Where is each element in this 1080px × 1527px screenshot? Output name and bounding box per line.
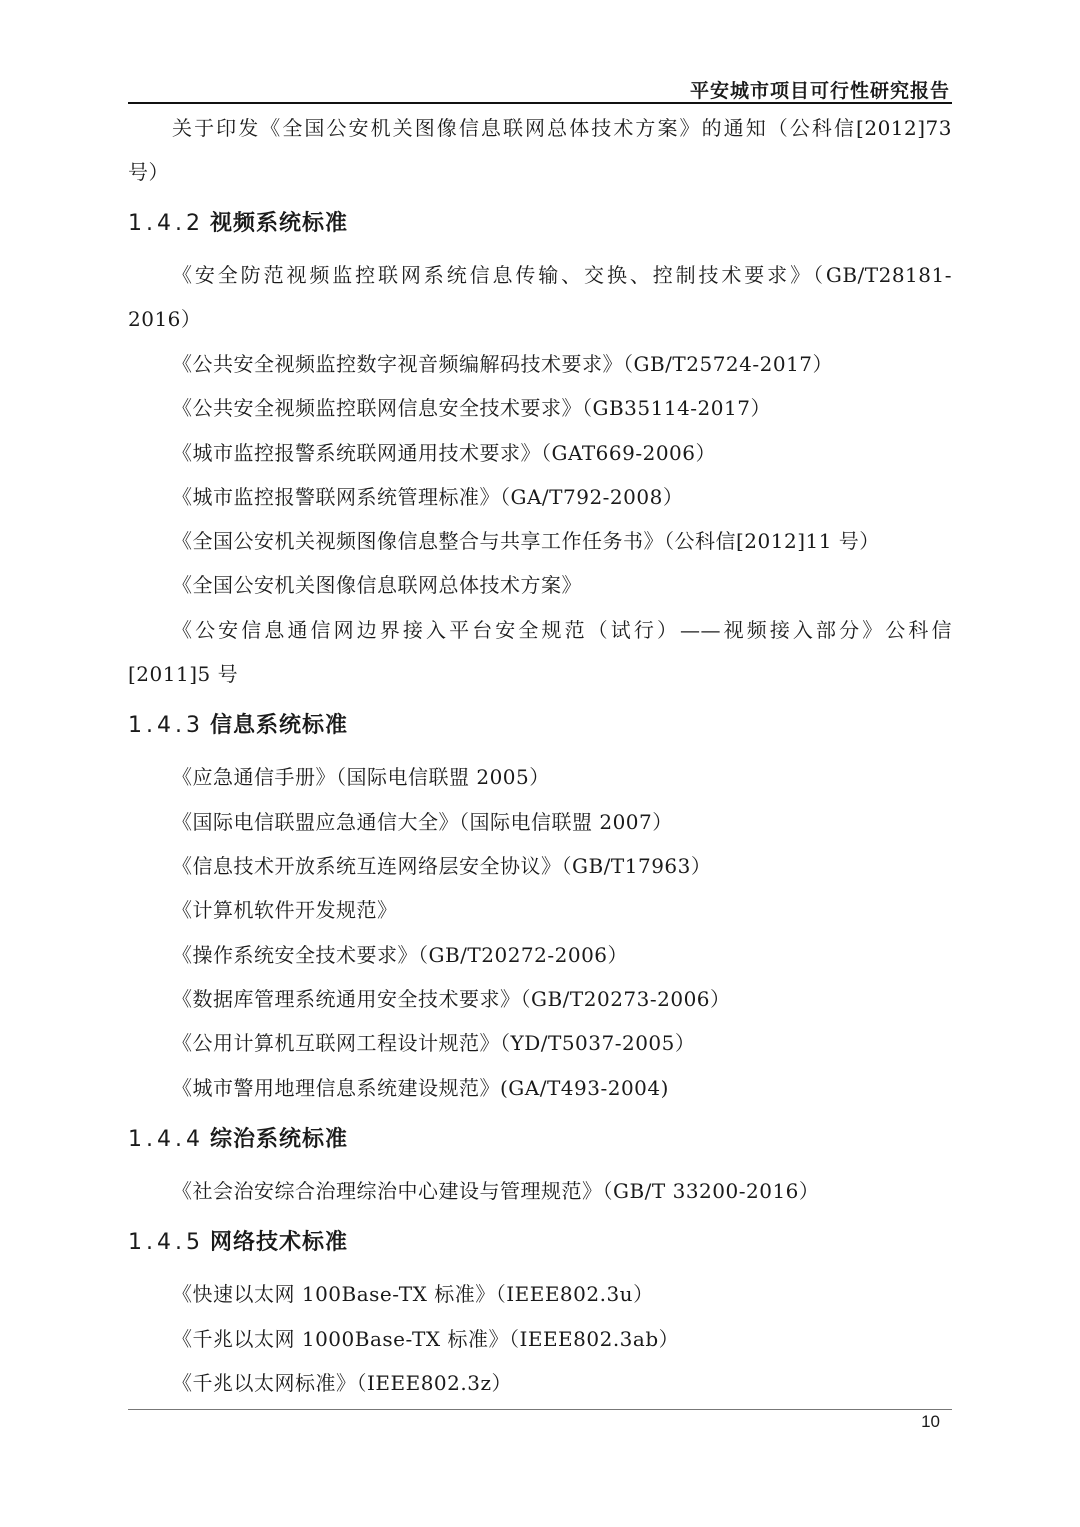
section-title: 综治系统标准 — [209, 1127, 348, 1152]
section-number: 1.4.4 — [128, 1127, 204, 1152]
standard-item: 《操作系统安全技术要求》（GB/T20272-2006） — [172, 943, 629, 967]
standard-item: 《国际电信联盟应急通信大全》（国际电信联盟 2007） — [172, 810, 673, 834]
standard-item: 《城市监控报警联网系统管理标准》（GA/T792-2008） — [172, 485, 684, 509]
section-heading-1-4-2 — [128, 210, 348, 238]
standard-item: 《信息技术开放系统互连网络层安全协议》（GB/T17963） — [172, 854, 712, 878]
intro-line-1: 关于印发《全国公安机关图像信息联网总体技术方案》的通知（公科信[2012]73 — [172, 116, 952, 140]
running-header-title: 平安城市项目可行性研究报告 — [689, 80, 950, 102]
standard-item: 《城市警用地理信息系统建设规范》(GA/T493-2004) — [172, 1076, 669, 1100]
standard-item: 《公共安全视频监控联网信息安全技术要求》（GB35114-2017） — [172, 396, 771, 420]
standard-item: 《城市监控报警系统联网通用技术要求》（GAT669-2006） — [172, 441, 716, 465]
standard-item: 《社会治安综合治理综治中心建设与管理规范》（GB/T 33200-2016） — [172, 1179, 820, 1203]
standard-item: 《全国公安机关视频图像信息整合与共享工作任务书》（公科信[2012]11 号） — [172, 529, 880, 553]
footer-divider — [128, 1409, 952, 1410]
section-title: 视频系统标准 — [209, 211, 348, 236]
standard-item: 《应急通信手册》（国际电信联盟 2005） — [172, 765, 550, 789]
section-heading-1-4-4 — [128, 1126, 348, 1154]
standard-item: 《计算机软件开发规范》 — [172, 898, 398, 922]
section-number: 1.4.5 — [128, 1230, 204, 1255]
section-heading-1-4-5 — [128, 1229, 348, 1257]
standard-item: 《千兆以太网 1000Base-TX 标准》（IEEE802.3ab） — [172, 1327, 680, 1351]
section-title: 网络技术标准 — [209, 1230, 348, 1255]
standard-item: 《安全防范视频监控联网系统信息传输、交换、控制技术要求》（GB/T28181- — [172, 263, 952, 287]
standard-item-continuation: 2016） — [128, 307, 202, 331]
standard-item-continuation: [2011]5 号 — [128, 662, 239, 686]
section-title: 信息系统标准 — [209, 713, 348, 738]
standard-item: 《全国公安机关图像信息联网总体技术方案》 — [172, 573, 582, 597]
standard-item: 《数据库管理系统通用安全技术要求》（GB/T20273-2006） — [172, 987, 731, 1011]
section-heading-1-4-3 — [128, 712, 348, 740]
page-number: 10 — [921, 1412, 940, 1431]
standard-item: 《快速以太网 100Base-TX 标准》（IEEE802.3u） — [172, 1282, 654, 1306]
standard-item: 《公共安全视频监控数字视音频编解码技术要求》（GB/T25724-2017） — [172, 352, 834, 376]
standard-item: 《千兆以太网标准》（IEEE802.3z） — [172, 1371, 512, 1395]
section-number: 1.4.2 — [128, 211, 204, 236]
intro-line-2: 号） — [128, 160, 169, 184]
section-number: 1.4.3 — [128, 713, 204, 738]
standard-item: 《公安信息通信网边界接入平台安全规范（试行）——视频接入部分》公科信 — [172, 618, 952, 642]
standard-item: 《公用计算机互联网工程设计规范》（YD/T5037-2005） — [172, 1031, 696, 1055]
header-divider — [128, 102, 952, 104]
